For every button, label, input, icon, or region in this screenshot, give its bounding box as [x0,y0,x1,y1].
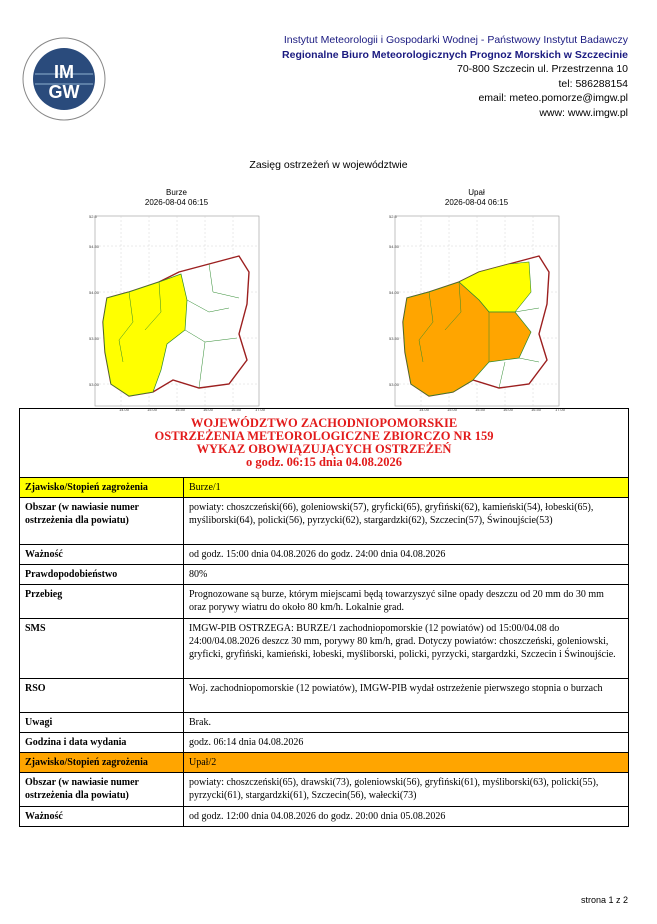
address: 70-800 Szczecin ul. Przestrzenna 10 [456,63,628,76]
row-label: Zjawisko/Stopień zagrożenia [20,478,184,498]
row-label: Godzina i data wydania [20,733,184,753]
heading-region: WOJEWÓDZTWO ZACHODNIOPOMORSKIE [190,416,458,430]
warning2-row-validity [20,807,629,827]
row-label: SMS [20,619,184,679]
row-value: IMGW-PIB OSTRZEGA: BURZE/1 zachodniopomorskie (12 powiatów) od 15:00/04.08 do 24:00/04.08.2026 deszcz 30 mm, porywy 80 km/h, grad. Dotyczy powiatów: choszczeński, goleniowski, gryficki, gryfiński, kamieński, łobeski, myśliborski, policki, pyrzycki, stargardzki, Szczecin i Świnoujście. [184,619,629,679]
institute-header [282,33,628,121]
row-label: Obszar (w nawiasie numer ostrzeżenia dla powiatu) [20,498,184,545]
map-burze [89,188,264,412]
page-number: strona 1 z 2 [580,895,628,905]
row-label: Obszar (w nawiasie numer ostrzeżenia dla powiatu) [20,773,184,807]
x-tick: 16.00 [503,407,514,412]
map-title: Burze [166,188,187,197]
y-tick: 54.00 [89,290,100,295]
heading-number: OSTRZEŻENIA METEOROLOGICZNE ZBIORCZO NR 159 [154,429,494,443]
map-date: 2026-08-04 06:15 [444,198,509,207]
warning-row-sms [20,619,629,679]
row-value: godz. 06:14 dnia 04.08.2026 [184,733,629,753]
warning-row-area [20,498,629,545]
row-label: Uwagi [20,713,184,733]
y-tick: 54.50 [89,244,100,249]
row-value: Woj. zachodniopomorskie (12 powiatów), IMGW-PIB wydał ostrzeżenie pierwszego stopnia o burzach [184,679,629,713]
imgw-logo [21,36,107,122]
row-value: Burze/1 [184,478,629,498]
warnings-table [19,408,629,827]
institute-name: Instytut Meteorologii i Gospodarki Wodnej - Państwowy Instytut Badawczy [283,34,628,46]
row-label: RSO [20,679,184,713]
row-label: Ważność [20,545,184,565]
y-tick: 52.5 [389,214,397,219]
x-tick: 16.50 [531,407,542,412]
x-tick: 14.00 [119,407,130,412]
row-label: Przebieg [20,585,184,619]
row-label: Zjawisko/Stopień zagrożenia [20,753,184,773]
heading-time: o godz. 06:15 dnia 04.08.2026 [246,455,402,469]
warning-row-course [20,585,629,619]
y-tick: 53.00 [389,382,400,387]
svg-text:IM: IM [54,62,74,82]
row-label: Ważność [20,807,184,827]
email[interactable]: email: meteo.pomorze@imgw.pl [478,92,628,105]
website[interactable]: www: www.imgw.pl [539,106,628,119]
section-title: Zasięg ostrzeżeń w województwie [249,159,408,171]
row-value: powiaty: choszczeński(65), drawski(73), goleniowski(56), gryfiński(61), myśliborski(63), policki(55), pyrzycki(61), stargardzki(61), Szczecin(56), wałecki(73) [184,773,629,807]
row-value: powiaty: choszczeński(66), goleniowski(57), gryficki(65), gryfiński(62), kamieński(54), łobeski(65), myśliborski(64), policki(56), pyrzycki(62), stargardzki(62), Szczecin(57), Świnoujście(53) [184,498,629,545]
row-value: Upał/2 [184,753,629,773]
y-tick: 52.5 [89,214,97,219]
x-tick: 17.00 [255,407,266,412]
row-value: od godz. 15:00 dnia 04.08.2026 do godz. 24:00 dnia 04.08.2026 [184,545,629,565]
map-title: Upał [468,188,485,197]
phone: tel: 586288154 [558,77,628,90]
row-value: od godz. 12:00 dnia 04.08.2026 do godz. 20:00 dnia 05.08.2026 [184,807,629,827]
row-value: Brak. [184,713,629,733]
row-value: Prognozowane są burze, którym miejscami będą towarzyszyć silne opady deszczu od 20 mm do 30 mm oraz porywy wiatru do około 80 km/h. Lokalnie grad. [184,585,629,619]
heading-list: WYKAZ OBOWIĄZUJĄCYCH OSTRZEŻEŃ [196,442,452,456]
office-name: Regionalne Biuro Meteorologicznych Prognoz Morskich w Szczecinie [282,48,628,61]
x-tick: 15.00 [447,407,458,412]
x-tick: 15.50 [175,407,186,412]
warning2-row-phenomenon [20,753,629,773]
svg-text:GW: GW [48,82,80,102]
row-label: Prawdopodobieństwo [20,565,184,585]
x-tick: 17.00 [555,407,566,412]
warning-row-rso [20,679,629,713]
x-tick: 15.50 [475,407,486,412]
y-tick: 53.00 [89,382,100,387]
map-date: 2026-08-04 06:15 [144,198,209,207]
row-value: 80% [184,565,629,585]
x-tick: 16.50 [231,407,242,412]
x-tick: 14.00 [419,407,430,412]
bulletin-heading [20,409,629,478]
warning-row-phenomenon [20,478,629,498]
x-tick: 15.00 [147,407,158,412]
warning-row-validity [20,545,629,565]
y-tick: 53.50 [389,336,400,341]
y-tick: 54.50 [389,244,400,249]
x-tick: 16.00 [203,407,214,412]
warning-row-notes [20,713,629,733]
y-tick: 54.00 [389,290,400,295]
warning-row-issued [20,733,629,753]
map-upal [389,188,564,412]
warning2-row-area [20,773,629,807]
warning-row-probability [20,565,629,585]
y-tick: 53.50 [89,336,100,341]
